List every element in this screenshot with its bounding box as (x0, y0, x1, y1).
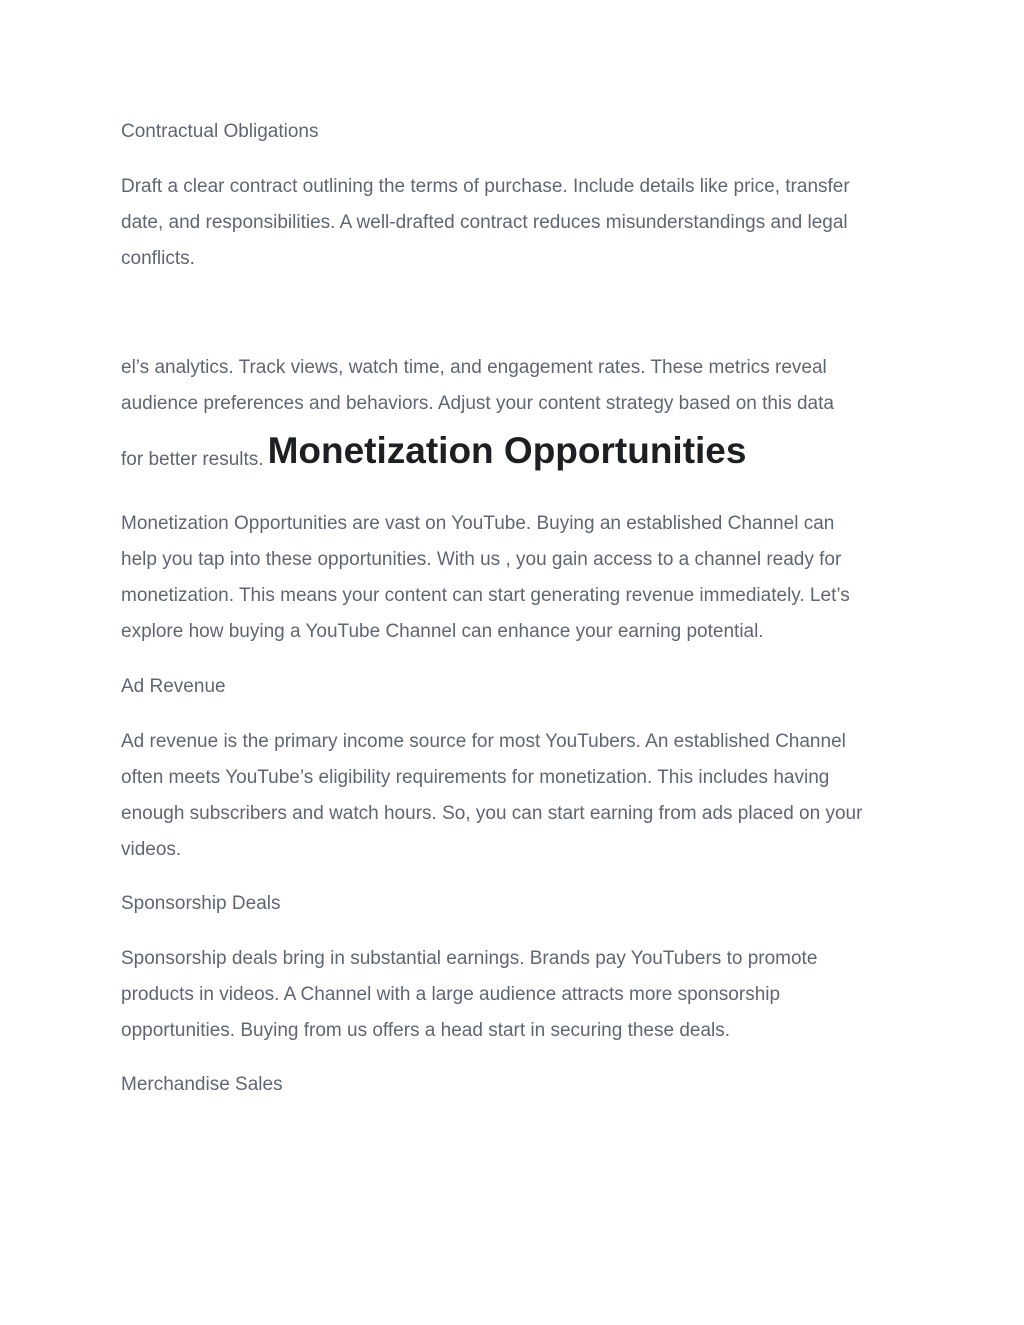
paragraph-line: Ad revenue is the primary income source for most YouTubers. An established Channel (121, 731, 846, 752)
paragraph-line: Draft a clear contract outlining the terms of purchase. Include details like price, transfer (121, 176, 850, 197)
paragraph-line: videos. (121, 839, 182, 860)
heading-monetization-opportunities: Monetization Opportunities (267, 430, 747, 471)
paragraph-line: explore how buying a YouTube Channel can enhance your earning potential. (121, 621, 764, 642)
paragraph-line: often meets YouTube’s eligibility requirements for monetization. This includes having (121, 767, 830, 788)
paragraph-line: Sponsorship deals bring in substantial earnings. Brands pay YouTubers to promote (121, 948, 818, 969)
section-heading-sponsorship-deals: Sponsorship Deals (121, 893, 281, 914)
paragraph-line: opportunities. Buying from us offers a head start in securing these deals. (121, 1020, 731, 1041)
paragraph-line: audience preferences and behaviors. Adjust your content strategy based on this data (121, 393, 834, 414)
mixed-line-with-heading (121, 430, 747, 480)
paragraph-line: conflicts. (121, 248, 195, 269)
section-heading-merchandise-sales: Merchandise Sales (121, 1074, 283, 1095)
paragraph-line: products in videos. A Channel with a large audience attracts more sponsorship (121, 984, 781, 1005)
paragraph-line: monetization. This means your content can start generating revenue immediately. Let’s (121, 585, 850, 606)
paragraph-line: date, and responsibilities. A well-drafted contract reduces misunderstandings and legal (121, 212, 848, 233)
section-heading-ad-revenue: Ad Revenue (121, 676, 226, 697)
paragraph-line: Monetization Opportunities are vast on YouTube. Buying an established Channel can (121, 513, 835, 534)
paragraph-tail-text: for better results. (121, 449, 264, 470)
paragraph-line: el’s analytics. Track views, watch time, and engagement rates. These metrics reveal (121, 357, 827, 378)
paragraph-line: enough subscribers and watch hours. So, you can start earning from ads placed on your (121, 803, 863, 824)
paragraph-line: help you tap into these opportunities. With us , you gain access to a channel ready for (121, 549, 842, 570)
section-heading-contractual-obligations: Contractual Obligations (121, 121, 319, 142)
